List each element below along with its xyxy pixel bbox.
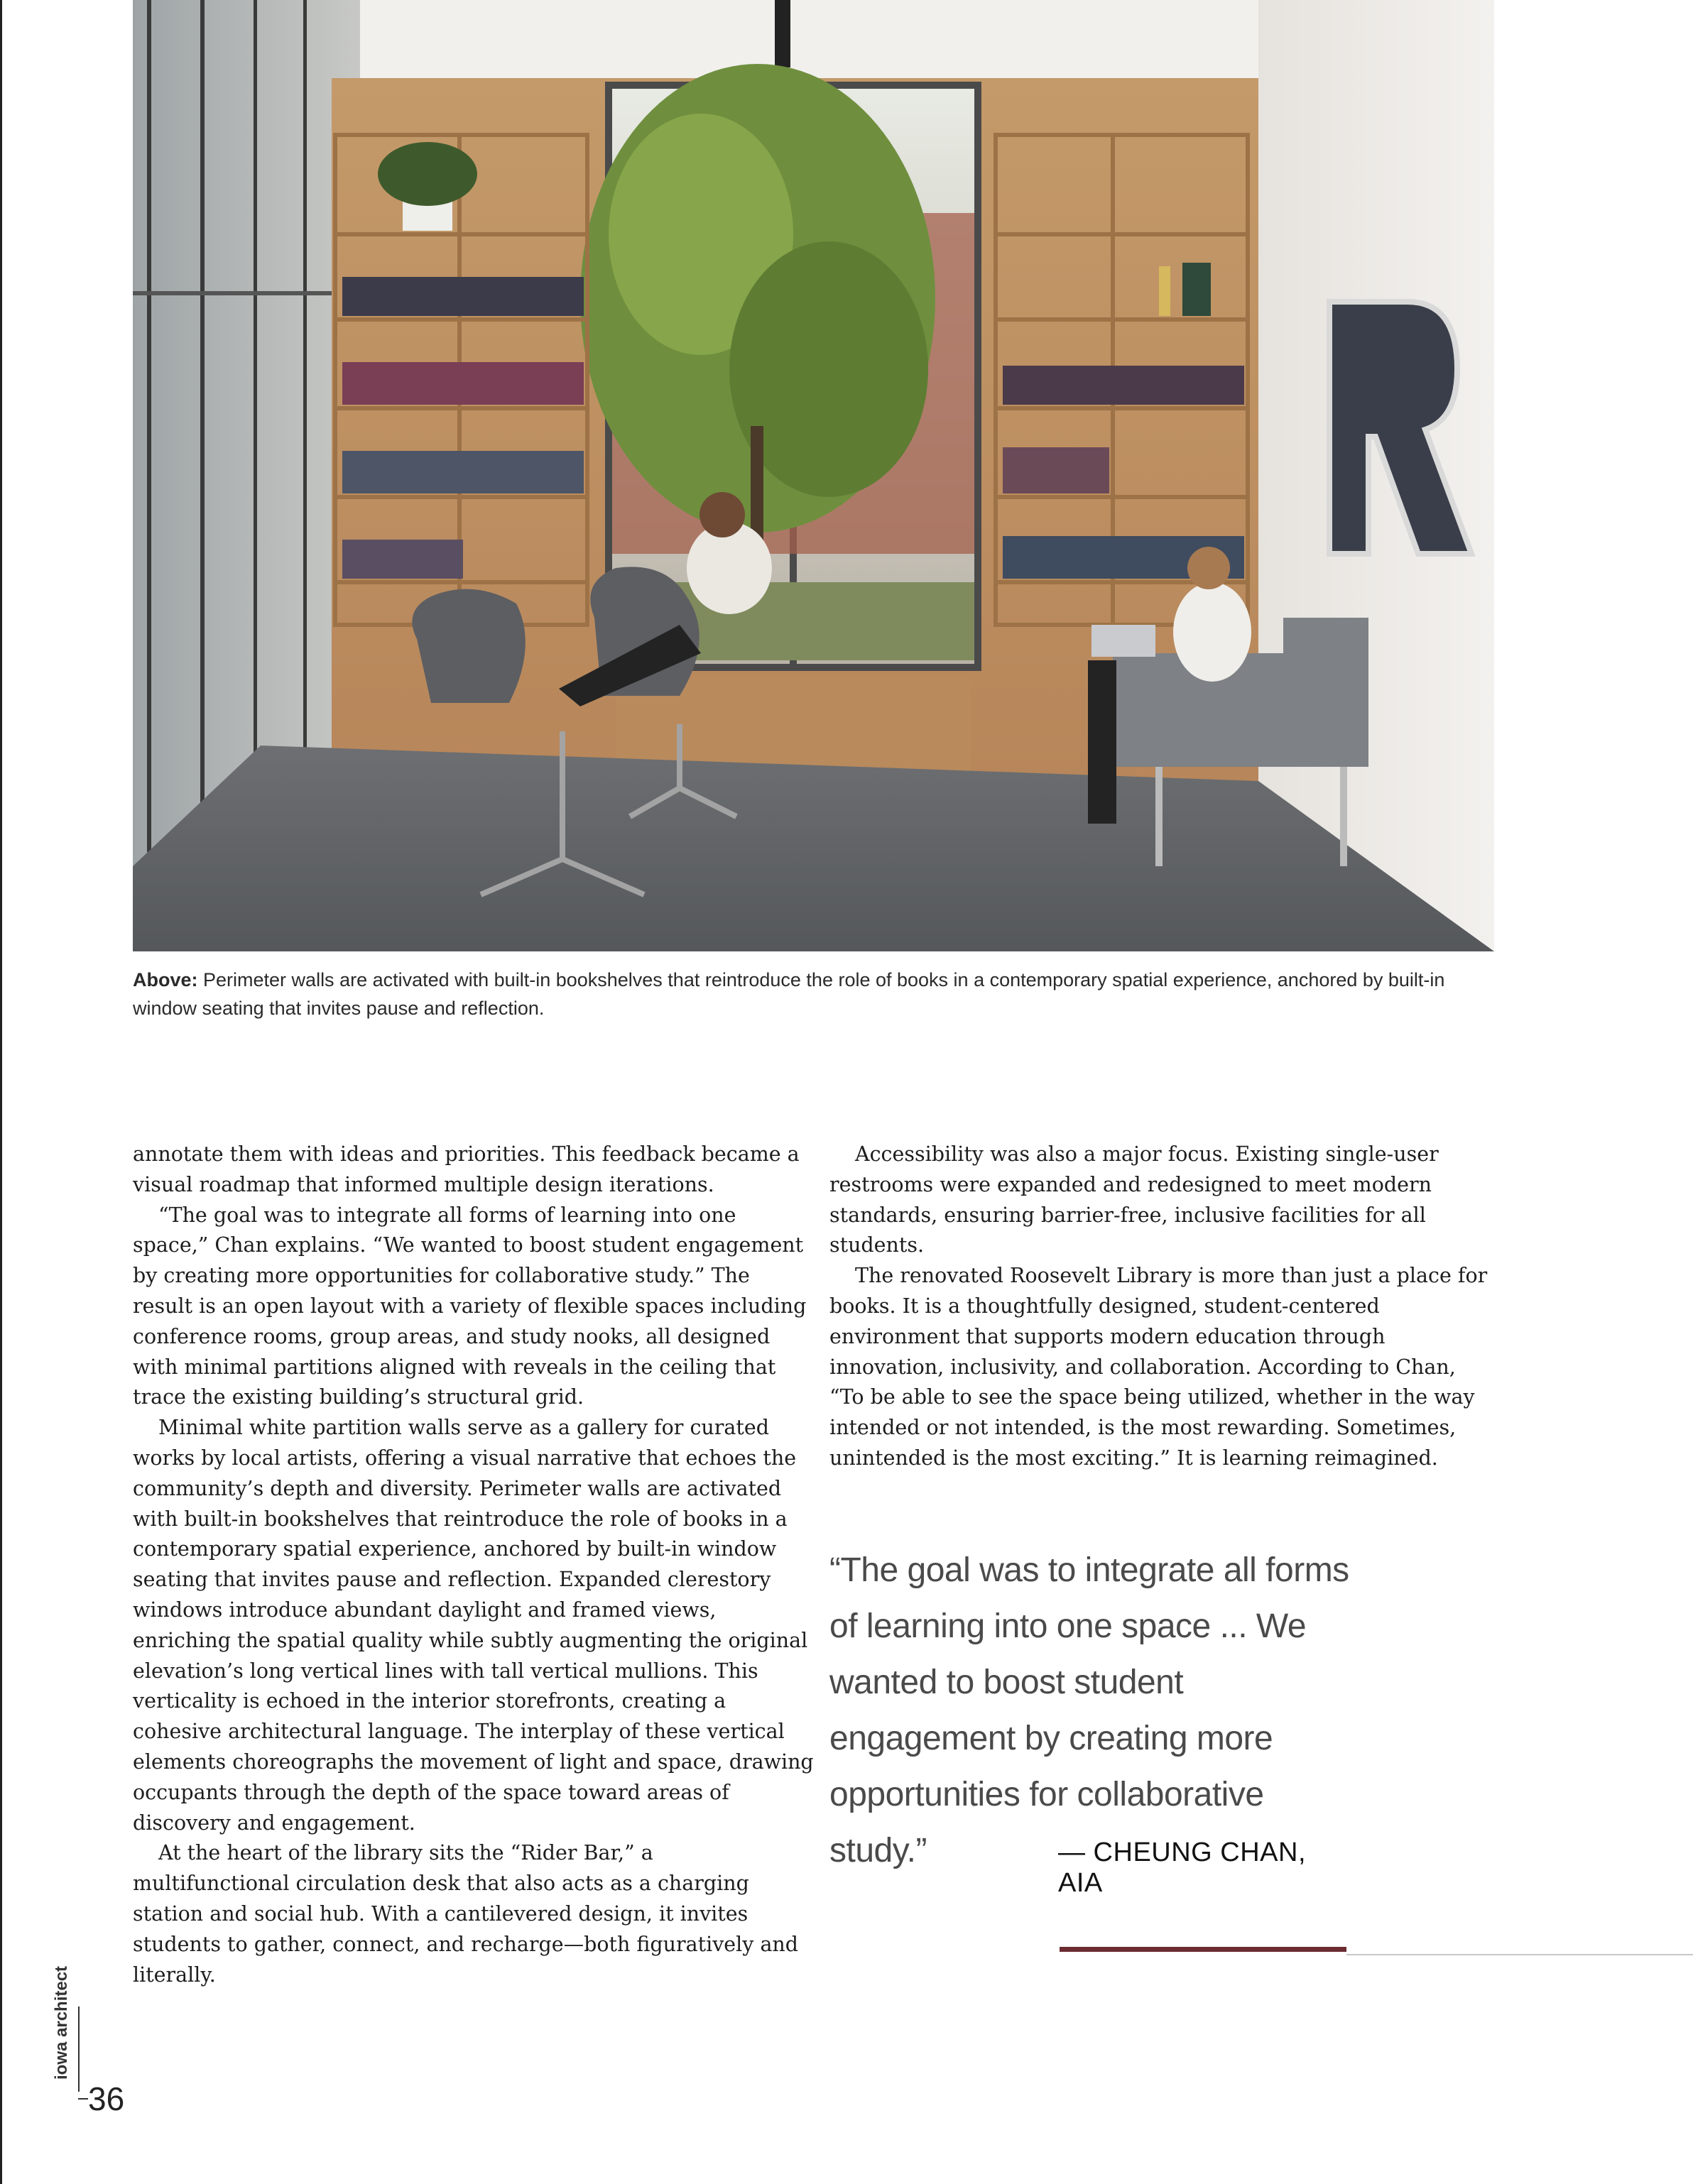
body-paragraph: Accessibility was also a major focus. Existing single-user restrooms were expanded and redesigned to meet modern standards, ensuring barrier-free, inclusive facilities for all students. <box>829 1142 1439 1257</box>
body-column-left <box>133 1140 815 1990</box>
publication-name: iowa architect <box>52 1965 71 2080</box>
body-paragraph: At the heart of the library sits the “Rider Bar,” a multifunctional circulation desk that also acts as a charging station and social hub. With a cantilevered design, it invites students to gather, connect, and recharge—both figuratively and literally. <box>133 1841 799 1987</box>
photo-caption <box>133 966 1482 1022</box>
caption-label: Above: <box>133 969 198 990</box>
page-edge-rule <box>0 0 2 2184</box>
pull-quote: “The goal was to integrate all forms of learning into one space ... We wanted to boost student engagement by creating more opportunities for collaborative study.” <box>829 1551 1349 1869</box>
body-column-right <box>829 1140 1490 1474</box>
footer-rule <box>78 2006 80 2092</box>
accent-rule <box>1060 1947 1346 1952</box>
divider-rule <box>1346 1954 1693 1955</box>
body-paragraph: annotate them with ideas and priorities. This feedback became a visual roadmap that informed multiple design iterations. <box>133 1142 800 1196</box>
footer-rule-tick <box>78 2098 88 2100</box>
pull-quote-attribution: — CHEUNG CHAN, AIA <box>1058 1838 1307 1898</box>
caption-text: Perimeter walls are activated with built-in bookshelves that reintroduce the role of books in a contemporary spatial experience, anchored by built-in window seating that invites pause and reflection. <box>133 969 1445 1019</box>
body-paragraph: “The goal was to integrate all forms of learning into one space,” Chan explains. “We wanted to boost student engagement by creating more opportunities for collaborative study.” The result is an open layout with a variety of flexible spaces including conference rooms, group areas, and study nooks, all designed with minimal partitions aligned with reveals in the ceiling that trace the existing building’s structural grid. <box>133 1203 807 1409</box>
body-paragraph: Minimal white partition walls serve as a gallery for curated works by local artists, offering a visual narrative that echoes the community’s depth and diversity. Perimeter walls are activated with built-in bookshelves that reintroduce the role of books in a contemporary spatial experience, anchored by built-in window seating that invites pause and reflection. Expanded clerestory windows introduce abundant daylight and framed views, enriching the spatial quality while subtly augmenting the original elevation’s long vertical lines with tall vertical mullions. This verticality is echoed in the interior storefronts, creating a cohesive architectural language. The interplay of these vertical elements choreographs the movement of light and space, drawing occupants through the depth of the space toward areas of discovery and engagement. <box>133 1416 814 1835</box>
page-number: 36 <box>88 2080 125 2117</box>
body-paragraph: The renovated Roosevelt Library is more than just a place for books. It is a thoughtfully designed, student-centered environment that supports modern education through innovation, inclusivity, and collaboration. According to Chan, “To be able to see the space being utilized, whether in the way intended or not intended, is the most rewarding. Sometimes, unintended is the most exciting.” It is learning reimagined. <box>829 1264 1488 1470</box>
library-interior-photo <box>133 0 1494 951</box>
